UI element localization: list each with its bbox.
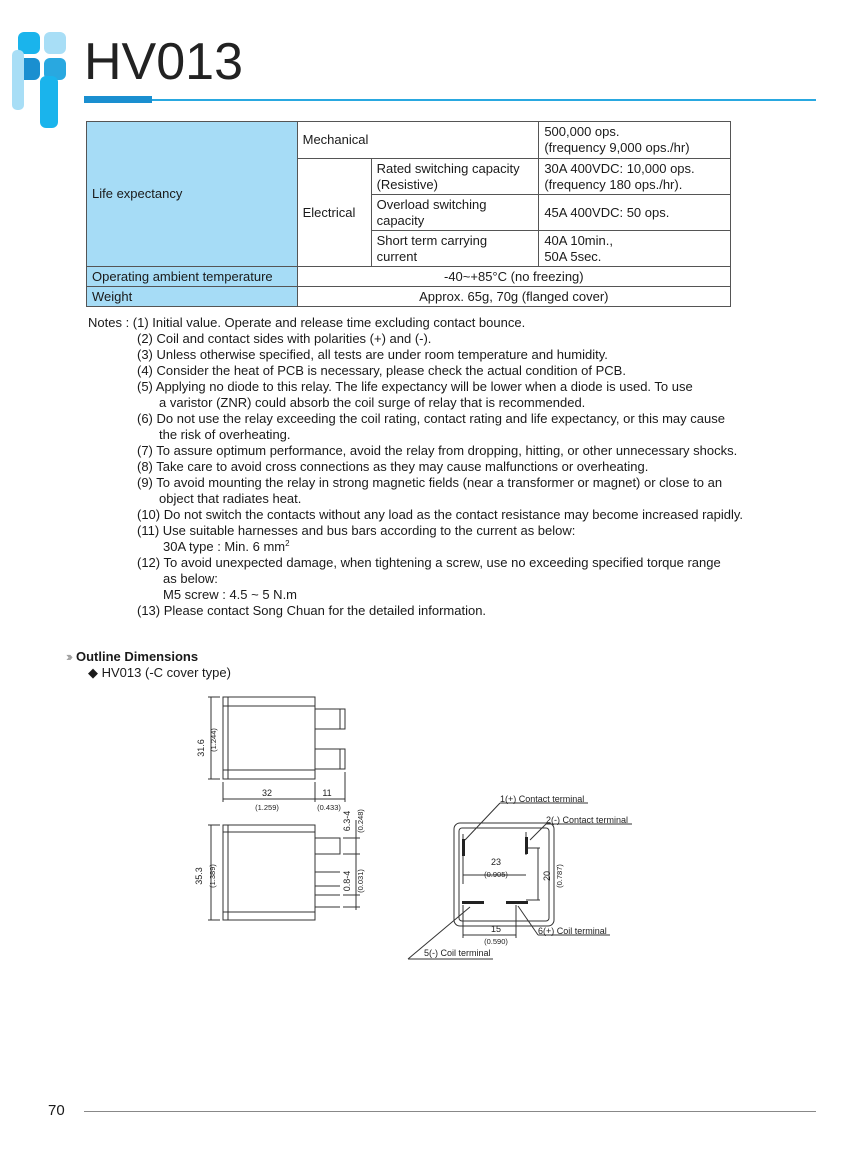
dim-w1: 32 (261, 788, 273, 798)
terminal-5-label: 5(-) Coil terminal (424, 948, 491, 958)
dim-c3: 15 (490, 924, 502, 934)
note-line: 30A type : Min. 6 $mm^2$ (163, 539, 290, 554)
overload-capacity-value: 45A 400VDC: 50 ops. (539, 195, 731, 231)
dim-h1: 31.6 (196, 739, 206, 757)
table-row (87, 287, 731, 307)
note-line: the risk of overheating. (159, 427, 291, 442)
dim-t1: 6.3-4 (342, 810, 352, 832)
note-line: M5 screw : 4.5 ~ 5 N.m (163, 587, 298, 602)
note-line: (6) Do not use the relay exceeding the coil rating, contact rating and life expectancy, or this may cause (137, 411, 725, 426)
note-line: (4) Consider the heat of PCB is necessary, please check the actual condition of PCB. (137, 363, 626, 378)
dim-c2: 20 (542, 870, 552, 882)
title-accent-bar (84, 96, 152, 103)
dim-w1-in: (1.259) (255, 803, 279, 812)
note-line: (3) Unless otherwise specified, all tests are under room temperature and humidity. (137, 347, 608, 362)
note-line: Notes : (1) Initial value. Operate and release time excluding contact bounce. (88, 315, 526, 330)
note-line: object that radiates heat. (159, 491, 302, 506)
mechanical-label: Mechanical (297, 122, 539, 159)
note-line: (8) Take care to avoid cross connections as they may cause malfunctions or overheating. (137, 459, 649, 474)
weight-value: Approx. 65g, 70g (flanged cover) (297, 287, 730, 307)
outline-drawing (180, 690, 660, 980)
terminal-1-label: 1(+) Contact terminal (500, 794, 585, 804)
diamond-bullet-icon: ◆ (88, 665, 98, 680)
section-subtitle: ◆ HV013 (-C cover type) (88, 665, 231, 680)
note-line: a varistor (ZNR) could absorb the coil surge of relay that is recommended. (159, 395, 586, 410)
note-line: (9) To avoid mounting the relay in strong magnetic fields (near a transformer or magnet) or close to an (137, 475, 723, 490)
dim-c2-in: (0.787) (555, 864, 564, 888)
table-row (87, 267, 731, 287)
footer-rule (84, 1111, 816, 1112)
terminal-2-label: 2(-) Contact terminal (546, 815, 629, 825)
short-term-label: Short term carrying current (371, 231, 539, 267)
page-title: HV013 (84, 33, 243, 91)
dim-t2: 0.8-4 (342, 870, 352, 892)
page-number: 70 (48, 1102, 65, 1119)
note-line: (12) To avoid unexpected damage, when tightening a screw, use no exceeding specified torque range (137, 555, 721, 570)
chevrons-icon: ››› (66, 649, 70, 664)
weight-label: Weight (87, 287, 298, 307)
temperature-value: -40~+85°C (no freezing) (297, 267, 730, 287)
dim-h2-in: (1.389) (208, 864, 217, 888)
life-expectancy-label: Life expectancy (87, 122, 298, 267)
short-term-value: 40A 10min., 50A 5sec. (539, 231, 731, 267)
note-line: (2) Coil and contact sides with polarities (+) and (-). (137, 331, 432, 346)
brand-logo (12, 30, 78, 130)
mechanical-value: 500,000 ops. (frequency 9,000 ops./hr) (539, 122, 731, 159)
dim-w2-in: (0.433) (317, 803, 341, 812)
temperature-label: Operating ambient temperature (87, 267, 298, 287)
dim-c1: 23 (490, 857, 502, 867)
rated-capacity-value: 30A 400VDC: 10,000 ops. (frequency 180 ops./hr). (539, 159, 731, 195)
table-row (87, 122, 731, 159)
note-line: (7) To assure optimum performance, avoid the relay from dropping, hitting, or other unnecessary shocks. (137, 443, 738, 458)
terminal-6-label: 6(+) Coil terminal (538, 926, 607, 936)
dim-h1-in: (1.244) (209, 728, 218, 752)
title-rule (84, 99, 816, 101)
rated-capacity-label: Rated switching capacity (Resistive) (371, 159, 539, 195)
dim-c1-in: (0.905) (484, 870, 508, 879)
electrical-label: Electrical (297, 159, 371, 267)
section-heading: ››› Outline Dimensions (66, 649, 199, 664)
dim-t1-in: (0.248) (356, 809, 365, 833)
note-line: (10) Do not switch the contacts without any load as the contact resistance may become increased rapidly. (137, 507, 744, 522)
note-line: (11) Use suitable harnesses and bus bars according to the current as below: (137, 523, 576, 538)
notes (88, 315, 778, 619)
note-line: (5) Applying no diode to this relay. The life expectancy will be lower when a diode is used. To use (137, 379, 693, 394)
dim-t2-in: (0.031) (356, 869, 365, 893)
note-line: as below: (163, 571, 218, 586)
dim-w2: 11 (322, 788, 332, 798)
dim-c3-in: (0.590) (484, 937, 508, 946)
spec-table (86, 121, 731, 307)
dim-h2: 35.3 (194, 867, 204, 885)
note-line: (13) Please contact Song Chuan for the detailed information. (137, 603, 487, 618)
overload-capacity-label: Overload switching capacity (371, 195, 539, 231)
